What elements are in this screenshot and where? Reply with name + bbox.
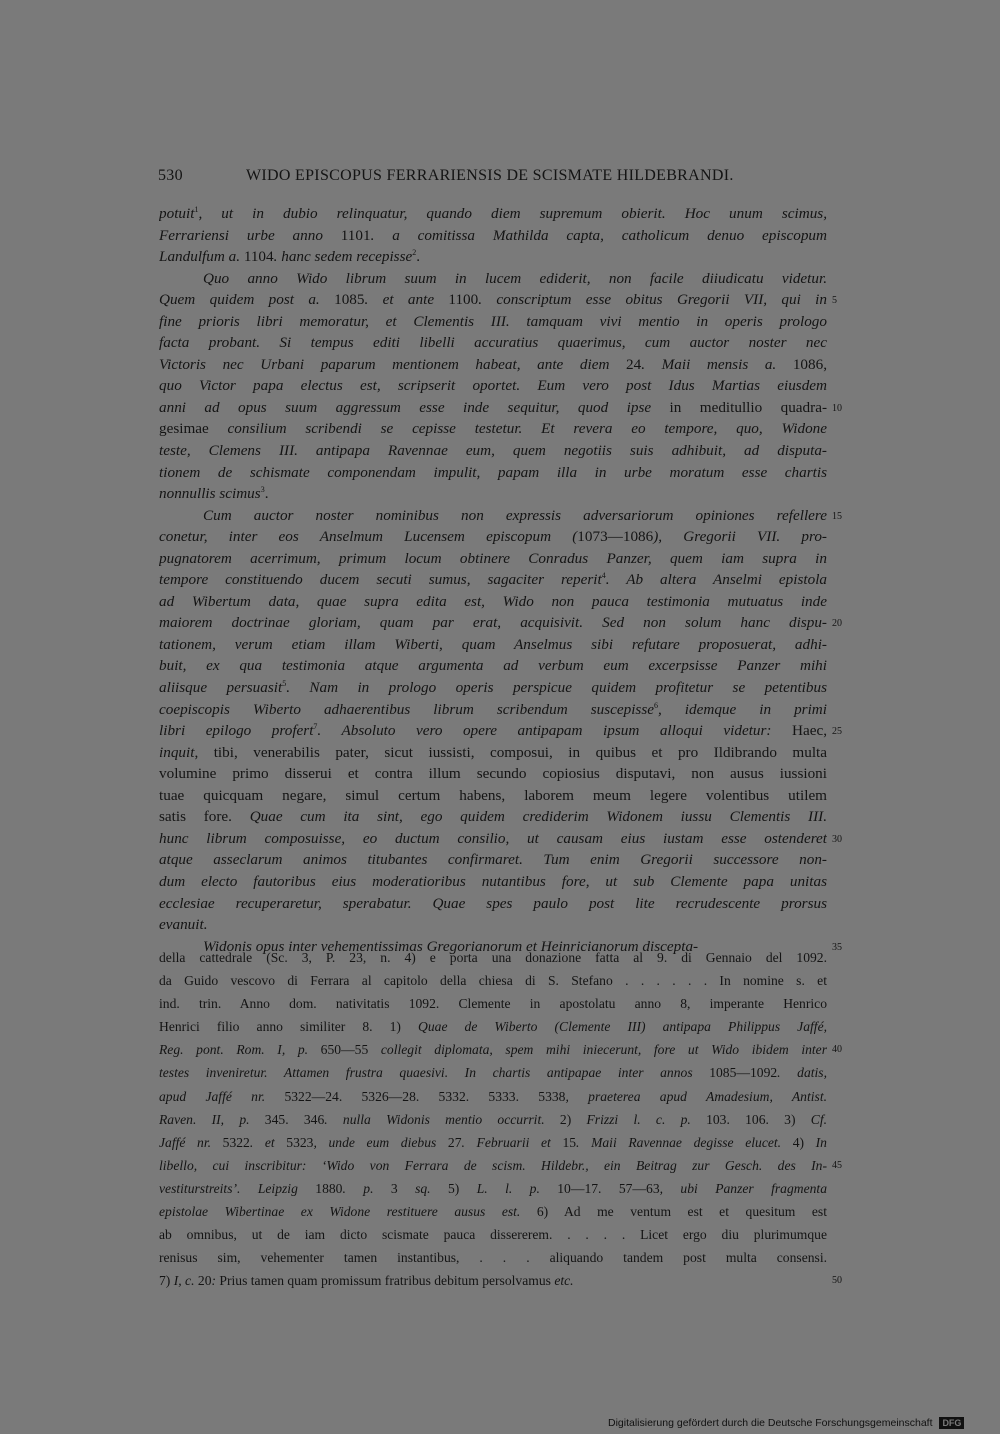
text-run: tationem, verum etiam illam Wiberti, quam Anselmus sibi refutare proposuerat, adhi- <box>159 635 827 653</box>
text-run: Victoris nec Urbani paparum mentionem habeat, ante diem <box>159 355 627 373</box>
text-run: da Guido vescovo di Ferrara al capitolo della chiesa di S. Stefano . . . . . . In nomine s. et <box>159 973 827 989</box>
text-line <box>159 591 827 613</box>
text-line <box>159 1223 827 1246</box>
text-line <box>159 1108 827 1131</box>
text-run: buit, ex qua testimonia atque argumenta ad verbum eum excerpsisse Panzer mihi <box>159 657 827 675</box>
text-run: . et ante <box>364 291 449 309</box>
text-run: 1086 <box>792 355 824 373</box>
text-run: , <box>823 355 827 373</box>
text-run: . conscriptum esse obitus Gregorii VII, qui in <box>478 291 827 309</box>
text-run: : <box>211 1273 220 1289</box>
text-run: sq. <box>397 1180 448 1196</box>
text-run: epistolae Wibertinae ex Widone restituere ausus est. <box>159 1204 521 1220</box>
text-run: Jaffé nr. <box>159 1134 223 1150</box>
text-run: . Februarii et <box>461 1134 563 1150</box>
text-run: consilium scribendi se cepisse testetur. Et revera eo tempore, quo, Widone <box>227 420 827 438</box>
text-run: Cum auctor noster nominibus non expressis adversariorum opiniones refellere <box>203 506 827 524</box>
text-run: inquit <box>159 743 195 761</box>
text-run: Landulfum a. <box>159 248 244 266</box>
text-run: gesimae <box>159 420 228 438</box>
text-run: testes inveniretur. Attamen frustra quaesivi. In chartis antipapae inter annos <box>159 1065 710 1081</box>
text-run: . Ab altera Anselmi epistola <box>605 571 827 589</box>
running-header <box>158 167 830 191</box>
text-line <box>159 462 827 484</box>
text-run: 3 <box>390 1180 398 1196</box>
text-line <box>159 375 827 397</box>
text-run: satis fore. <box>159 808 250 826</box>
text-run: . <box>416 248 421 266</box>
text-run: 24 <box>626 355 642 373</box>
text-run: conetur, inter eos Anselmum Lucensem episcopum ( <box>159 528 578 546</box>
text-run: fine prioris libri memoratur, et Clementis III. tamquam vivi mentio in operis prologo <box>159 312 827 330</box>
text-run: etc. <box>554 1273 574 1289</box>
text-run: . Maii mensis a. <box>641 355 793 373</box>
text-line <box>159 483 827 505</box>
text-line <box>159 699 827 721</box>
text-line <box>159 505 827 527</box>
text-line <box>159 569 827 591</box>
text-line <box>159 289 827 311</box>
text-run: . Nam in prologo operis perspicue quidem profitetur se petentibus <box>286 679 827 697</box>
text-run: 1880 <box>315 1180 343 1196</box>
text-run: 10—17. 57—63 <box>557 1180 660 1196</box>
text-run: tionem de schismate componendam impulit, papam illa in urbe moratum esse chartis <box>159 463 827 481</box>
line-number: 15 <box>832 510 842 522</box>
text-run: evanuit. <box>159 916 208 934</box>
text-line <box>159 677 827 699</box>
text-run: apud Jaffé nr. <box>159 1088 285 1104</box>
text-run: Widonis opus inter vehementissimas Gregorianorum et Heinricianorum discepta- <box>203 937 699 955</box>
text-run: vestiturstreits’. Leipzig <box>159 1180 316 1196</box>
text-line <box>159 1269 827 1292</box>
text-line <box>159 225 827 247</box>
text-run: facta probant. Si tempus editi libelli accuratius quaerimus, cum auctor noster nec <box>159 334 827 352</box>
text-line <box>159 806 827 828</box>
text-run: collegit diplomata, spem mihi iniecerunt, fore ut Wido ibidem inter <box>380 1042 827 1058</box>
text-run: 1073—1086 <box>577 528 654 546</box>
text-run: Raven. II, p. <box>159 1111 265 1127</box>
text-line <box>159 1131 827 1154</box>
text-run: volumine primo disserui et contra illum secundo copiosius disputavi, non ausus iussioni <box>159 765 827 783</box>
funding-footer <box>608 1417 964 1433</box>
text-line <box>159 849 827 871</box>
text-line <box>159 1154 827 1177</box>
page-number: 530 <box>158 167 183 184</box>
text-run: Quo anno Wido librum suum in lucem ediderit, non facile diiudicatu videtur. <box>203 269 827 287</box>
text-line <box>159 418 827 440</box>
text-run: . et <box>249 1134 287 1150</box>
text-run: 650—55 <box>320 1042 381 1058</box>
text-run: 5322—24. 5326—28. 5332. 5333. 5338 <box>284 1088 566 1104</box>
text-run: coepiscopis Wiberto adhaerentibus librum scribendum suscepisse <box>159 700 654 718</box>
text-run: libri epilogo profert <box>159 722 314 740</box>
text-run: , tibi, venerabilis pater, sicut iussisti, composui, in quibus et pro Ildibrando multa <box>194 743 827 761</box>
text-run: , unde eum diebus <box>313 1134 448 1150</box>
text-line <box>159 969 827 992</box>
line-number: 5 <box>832 295 837 307</box>
text-run: ab omnibus, ut de iam dicto scismate pauca dissererem. . . . . Licet ergo diu plurimumque <box>159 1227 827 1243</box>
text-run: Prius tamen quam promissum fratribus debitum persolvamus <box>219 1273 555 1289</box>
text-run: Reg. pont. Rom. I, p. <box>159 1042 321 1058</box>
text-line <box>159 914 827 936</box>
footnote-ref: 2 <box>412 248 417 258</box>
text-run: . Absoluto vero opere antipapam ipsum alloqui videtur: <box>317 722 793 740</box>
text-run: maiorem doctrinae gloriam, quam par erat, acquisivit. Sed non solum hanc dispu- <box>159 614 827 632</box>
text-line <box>159 655 827 677</box>
text-line <box>159 1200 827 1223</box>
text-run: anni ad opus suum aggressum esse inde sequitur, quod ipse <box>159 398 670 416</box>
footnote-ref: 1 <box>194 205 199 214</box>
text-run: . <box>264 485 269 503</box>
footnote-ref: 4 <box>601 571 606 581</box>
text-line <box>159 785 827 807</box>
text-line <box>159 893 827 915</box>
funding-note: Digitalisierung gefördert durch die Deutsche Forschungsgemeinschaft <box>608 1417 933 1429</box>
text-run: 5323 <box>286 1134 314 1150</box>
text-run: dum electo fautoribus eius moderatioribus nutantibus fore, ut sub Clemente papa unitas <box>159 872 827 890</box>
text-line <box>159 992 827 1015</box>
text-run: 103. 106. 3) <box>706 1111 811 1127</box>
text-line <box>159 526 827 548</box>
text-run: Cf. <box>810 1111 827 1127</box>
text-run: libello, cui inscribitur: ‘Wido von Ferrara de scism. Hildebr., ein Beitrag zur Gesch. des In- <box>159 1157 827 1173</box>
text-line <box>159 1177 827 1200</box>
text-run: . Maii Ravennae degisse elucet. <box>576 1134 793 1150</box>
text-run: 2) <box>559 1111 587 1127</box>
footnote-ref: 6 <box>653 700 658 710</box>
text-run: ), Gregorii VII. pro- <box>653 528 827 546</box>
text-line <box>159 440 827 462</box>
text-run: della cattedrale (Sc. 3, P. 23, n. 4) e porta una donazione fatta al 9. di Gennaio del 1092. <box>159 950 827 965</box>
text-run: L. l. p. <box>476 1180 558 1196</box>
footnote-ref: 3 <box>260 485 265 495</box>
text-line <box>159 612 827 634</box>
text-line <box>159 332 827 354</box>
text-run: . nulla Widonis mentio occurrit. <box>324 1111 560 1127</box>
text-line <box>159 742 827 764</box>
footnote-ref: 7 <box>313 722 318 732</box>
text-run: renisus sim, vehementer tamen instantibus, . . . aliquando tandem post multa consensi. <box>159 1250 827 1266</box>
text-run: Henrici filio anno similiter 8. 1) <box>159 1019 419 1035</box>
text-run: Frizzi l. c. p. <box>586 1111 707 1127</box>
text-line <box>159 763 827 785</box>
dfg-logo: DFG <box>939 1417 964 1429</box>
line-number: 25 <box>832 726 842 738</box>
text-run: 345. 346 <box>264 1111 325 1127</box>
line-number: 50 <box>832 1275 842 1287</box>
text-line <box>159 828 827 850</box>
text-run: , idemque in primi <box>657 700 827 718</box>
text-run: Quem quidem post a. <box>159 291 335 309</box>
text-run: . hanc sedem recepisse <box>273 248 413 266</box>
text-run: , praeterea apud Amadesium, Antist. <box>565 1088 827 1104</box>
text-run: 5) <box>447 1180 477 1196</box>
text-line <box>159 1085 827 1108</box>
text-line <box>159 246 827 268</box>
text-line <box>159 634 827 656</box>
text-run: 5322 <box>222 1134 250 1150</box>
main-text <box>159 203 827 957</box>
line-number: 30 <box>832 833 842 845</box>
text-line <box>159 397 827 419</box>
text-run: , ubi Panzer fragmenta <box>659 1180 827 1196</box>
text-run: 1101 <box>340 226 371 244</box>
text-run: I, c. <box>173 1273 198 1289</box>
text-run: 1104 <box>243 248 274 266</box>
text-run: potuit <box>159 205 195 222</box>
text-run: , ut in dubio relinquatur, quando diem supremum obierit. Hoc unum scimus, <box>198 205 827 222</box>
text-run: 1100 <box>448 291 479 309</box>
text-run: in meditullio quadra- <box>669 398 827 416</box>
line-number: 35 <box>832 941 842 953</box>
text-run: . datis, <box>777 1065 827 1081</box>
text-run: ind. trin. Anno dom. nativitatis 1092. Clemente in apostolatu anno 8, imperante Henrico <box>159 996 827 1012</box>
text-run: tempore constituendo ducem secuti sumus, sagaciter reperit <box>159 571 602 589</box>
text-run: hunc librum composuisse, eo ductum consilio, ut causam eius iustam esse ostenderet <box>159 829 827 847</box>
text-line <box>159 1015 827 1038</box>
text-run: Ferrariensi urbe anno <box>159 226 341 244</box>
text-line <box>159 1038 827 1061</box>
text-run: nonnullis scimus <box>159 485 261 503</box>
text-run: tuae quicquam negare, simul certum habens, laborem meum legere volentibus utilem <box>159 786 827 804</box>
text-line <box>159 268 827 290</box>
text-run: 27 <box>447 1134 462 1150</box>
text-line <box>159 311 827 333</box>
text-run: . p. <box>342 1180 391 1196</box>
text-run: pugnatorem acerrimum, primum locum obtinere Conradus Panzer, quem iam supra in <box>159 549 827 567</box>
text-run: Quae de Wiberto (Clemente III) antipapa Philippus Jaffé, <box>418 1019 827 1035</box>
text-line <box>159 354 827 376</box>
text-run: ecclesiae recuperaretur, sperabatur. Quae spes paulo post lite recrudescente prorsus <box>159 894 827 912</box>
text-run: Quae cum ita sint, ego quidem crediderim Widonem iussu Clementis III. <box>249 808 827 826</box>
text-run: 15 <box>562 1134 577 1150</box>
text-run: Haec, <box>792 722 827 740</box>
text-run: 20 <box>197 1273 212 1289</box>
text-line <box>159 720 827 742</box>
line-number: 40 <box>832 1044 842 1056</box>
text-run: In <box>815 1134 827 1150</box>
text-run: 7) <box>159 1273 174 1289</box>
line-number: 20 <box>832 618 842 630</box>
text-run: ad Wibertum data, quae supra edita est, Wido non pauca testimonia mutuatus inde <box>159 592 827 610</box>
text-run: 4) <box>792 1134 816 1150</box>
text-run: 1085 <box>334 291 365 309</box>
text-line <box>159 1061 827 1084</box>
text-run: quo Victor papa electus est, scripserit oportet. Eum vero post Idus Martias eiusdem <box>159 377 827 395</box>
text-line <box>159 203 827 225</box>
text-run: 1085—1092 <box>709 1065 778 1081</box>
footnote-ref: 5 <box>282 679 287 689</box>
text-run: teste, Clemens III. antipapa Ravennae eum, quem negotiis suis adhibuit, ad disputa- <box>159 442 827 460</box>
footnotes <box>159 946 827 1292</box>
text-line <box>159 946 827 969</box>
line-number: 10 <box>832 402 842 414</box>
line-number: 45 <box>832 1159 842 1171</box>
text-run: . a comitissa Mathilda capta, catholicum denuo episcopum <box>370 226 827 244</box>
running-title: WIDO EPISCOPUS FERRARIENSIS DE SCISMATE HILDEBRANDI. <box>246 167 734 184</box>
text-run: atque asseclarum animos titubantes confirmaret. Tum enim Gregorii successore non- <box>159 851 827 869</box>
text-line <box>159 1246 827 1269</box>
text-line <box>159 871 827 893</box>
text-run: 6) Ad me ventum est et quesitum est <box>520 1204 827 1220</box>
text-run: aliisque persuasit <box>159 679 283 697</box>
text-line <box>159 548 827 570</box>
